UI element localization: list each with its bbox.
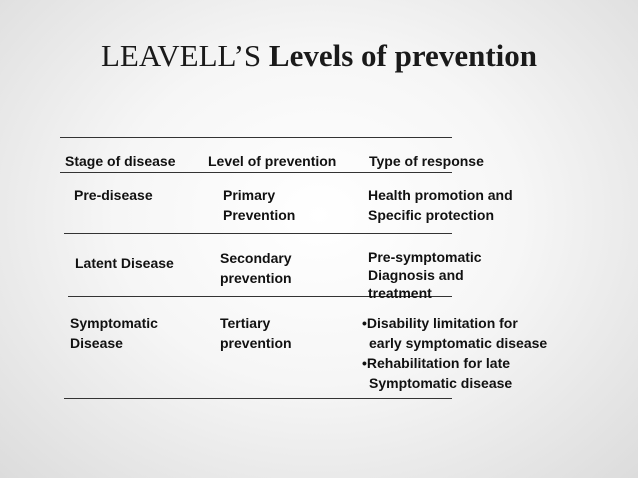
title-bold: Levels of prevention [268,38,537,73]
row3-level-line: Tertiary [220,315,271,331]
row2-response [368,248,482,302]
row3-level-line: prevention [220,335,292,351]
row2-level [220,248,292,288]
row3-response-continuation: early symptomatic disease [369,335,548,351]
row1-divider-rule [64,233,452,234]
row2-stage [75,253,174,273]
row2-response-line: Pre-symptomatic [368,249,482,265]
slide-title [0,38,638,74]
row2-response-line: Diagnosis and [368,267,464,283]
row3-response-continuation: Symptomatic disease [369,375,513,391]
header-stage: Stage of disease [65,153,176,169]
table-bottom-rule [64,398,452,399]
row3-stage [70,313,158,353]
row1-response-line: Health promotion and [368,187,513,203]
row2-stage-line: Latent Disease [75,255,174,271]
row2-level-line: prevention [220,270,292,286]
row3-stage-line: Symptomatic [70,315,158,331]
row3-response-bullet: •Rehabilitation for late [362,355,511,371]
row2-response-line: treatment [368,285,432,301]
row2-level-line: Secondary [220,250,292,266]
row3-response-bullet: •Disability limitation for [362,315,518,331]
row1-level-line: Prevention [223,207,296,223]
row1-stage [74,185,153,205]
header-response: Type of response [369,153,484,169]
row3-response [362,313,547,393]
title-normal: LEAVELL’S [100,38,269,73]
row3-stage-line: Disease [70,335,123,351]
header-level: Level of prevention [208,153,337,169]
row1-level [223,185,295,225]
header-divider-rule [60,172,452,173]
row1-stage-line: Pre-disease [74,187,153,203]
row3-level [220,313,292,353]
table-top-rule [60,137,452,138]
row1-response [368,185,513,225]
row1-level-line: Primary [223,187,276,203]
row1-response-line: Specific protection [368,207,495,223]
